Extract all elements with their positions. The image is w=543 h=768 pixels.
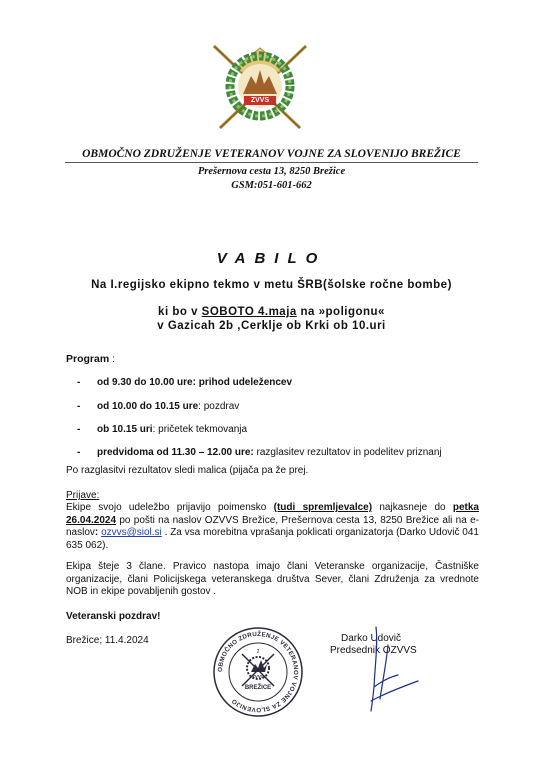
program-item: - od 9.30 do 10.00 ure: prihod udeležencev (77, 377, 293, 388)
signatory-role: Predsednik OZVVS (330, 645, 417, 656)
program-item: - ob 10.15 uri: pričetek tekmovanja (77, 424, 248, 435)
org-address: Prešernova cesta 13, 8250 Brežice (197, 166, 346, 177)
event-subtitle: Na I.regijsko ekipno tekmo v metu ŠRB(šolske ročne bombe) (91, 279, 452, 291)
place-date: Brežice; 11.4.2024 (66, 635, 149, 646)
greeting: Veteranski pozdrav! (66, 611, 161, 622)
program-item: - od 10.00 do 10.15 ure: pozdrav (77, 401, 240, 412)
team-rules-text: Ekipa šteje 3 člane. Pravico nastopa imajo člani Veteranske organizacije, Častniške organizacije, člani Policijskega veteranskega društva Sever, člani Združenja za vrednote NOB in ekipe povabljenih gostov . (66, 561, 479, 597)
org-logo (210, 42, 310, 134)
event-location: v Gazicah 2b ,Cerklje ob Krki ob 10.uri (157, 320, 386, 332)
email-link[interactable]: ozvvs@siol.si (101, 527, 162, 538)
refreshments-note: Po razglasitvi rezultatov sledi malica (pijača pa že prej. (66, 465, 309, 476)
org-name: OBMOČNO ZDRUŽENJE VETERANOV VOJNE ZA SLOVENIJO BREŽICE (82, 148, 461, 160)
svg-text:2: 2 (256, 649, 260, 655)
program-item: - predvidoma od 11.30 – 12.00 ure: razglasitev rezultatov in podelitev priznanj (77, 447, 442, 458)
event-date-line (0, 306, 543, 318)
signatory-name: Darko Udovič (341, 633, 402, 644)
official-stamp (212, 626, 304, 718)
event-venue-label: na »poligonu« (296, 306, 385, 318)
registration-heading: Prijave: (66, 490, 100, 501)
program-heading: Program : (66, 353, 116, 365)
registration-text: Ekipe svojo udeležbo prijavijo poimensko (tudi spremljevalce) najkasneje do petka 26.04.2024 po pošti na naslov OZVVS Brežice, Prešernova cesta 13, 8250 Brežice ali na e-naslov: ozvvs@siol.si . Za vsa morebitna vprašanja poklicati organizatorja (Darko Udovič 041 635 062). (66, 502, 479, 551)
event-date: SOBOTO 4.maja (201, 306, 297, 318)
document-title: VABILO (216, 250, 327, 267)
logo-text: ZVVS (250, 97, 270, 104)
event-date-prefix: ki bo v (158, 306, 202, 318)
header-divider (65, 162, 478, 163)
svg-text:BREŽICE: BREŽICE (244, 685, 272, 691)
svg-text:ZVVS: ZVVS (252, 674, 264, 679)
handwritten-signature (348, 625, 428, 715)
svg-text:OBMOČNO ZDRUŽENJE VETERANOV VO: OBMOČNO ZDRUŽENJE VETERANOV VOJNE ZA SLOVENIJO (216, 630, 300, 714)
org-phone: GSM:051-601-662 (231, 180, 312, 191)
